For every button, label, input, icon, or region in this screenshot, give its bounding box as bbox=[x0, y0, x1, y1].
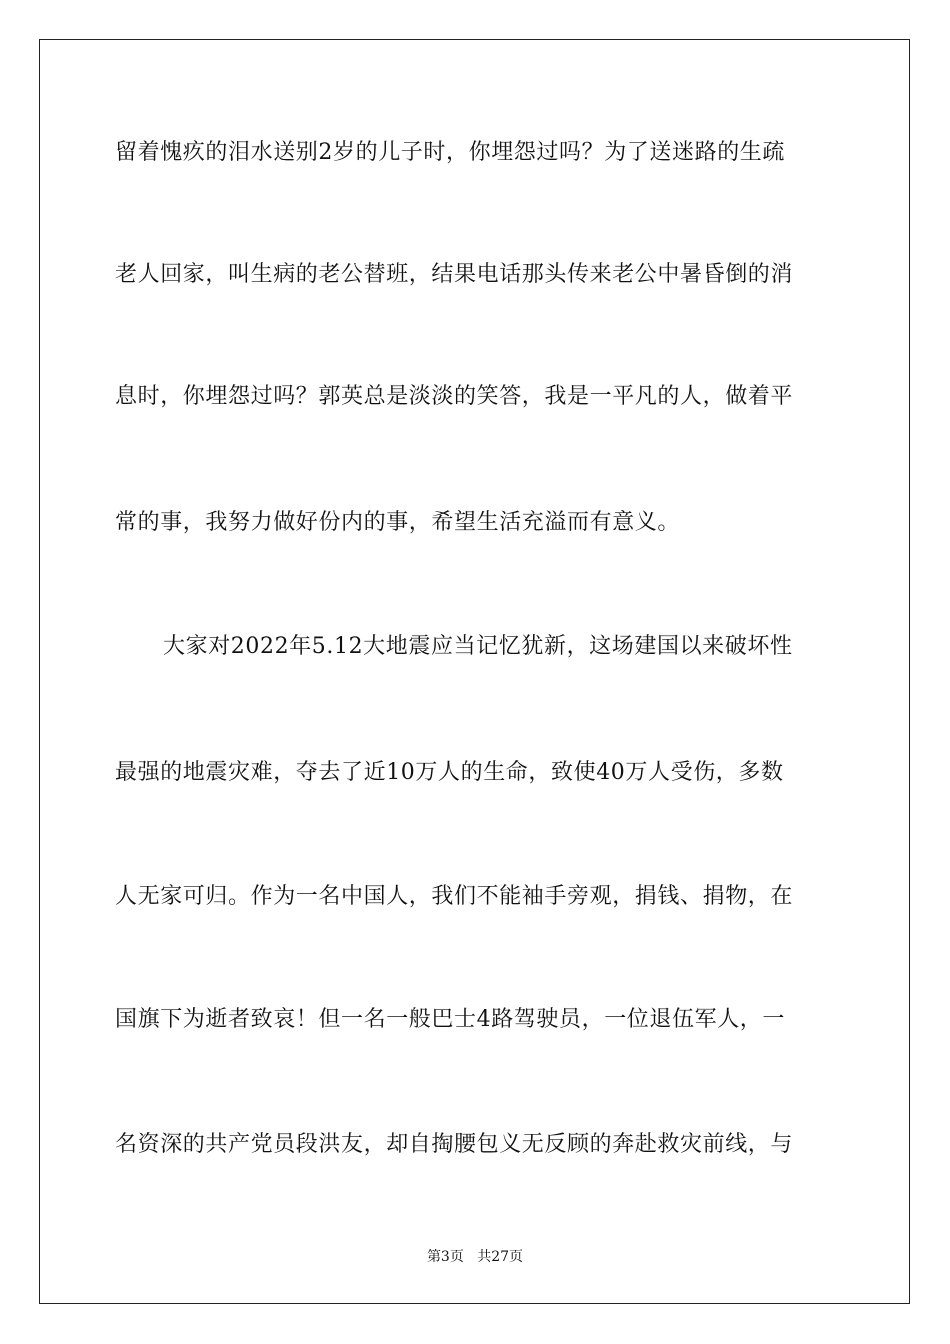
page-total: 共27页 bbox=[477, 1249, 524, 1265]
page-frame bbox=[39, 39, 910, 1304]
text-line: 国旗下为逝者致哀！但一名一般巴士4路驾驶员，一位退伍军人，一 bbox=[115, 1007, 785, 1032]
text-line: 大家对2022年5.12大地震应当记忆犹新，这场建国以来破坏性 bbox=[163, 634, 793, 659]
text-line: 老人回家，叫生病的老公替班，结果电话那头传来老公中暑昏倒的消 bbox=[115, 262, 794, 287]
text-line: 名资深的共产党员段洪友，却自掏腰包义无反顾的奔赴救灾前线，与 bbox=[115, 1132, 794, 1157]
page-number: 第3页 bbox=[426, 1249, 464, 1265]
text-line: 常的事，我努力做好份内的事，希望生活充溢而有意义。 bbox=[115, 510, 681, 535]
text-line: 最强的地震灾难，夺去了近10万人的生命，致使40万人受伤，多数 bbox=[115, 760, 784, 785]
text-line: 人无家可归。作为一名中国人，我们不能袖手旁观，捐钱、捐物，在 bbox=[115, 884, 794, 909]
text-line: 息时，你埋怨过吗？郭英总是淡淡的笑答，我是一平凡的人，做着平 bbox=[115, 384, 794, 409]
text-line: 留着愧疚的泪水送别2岁的儿子时，你埋怨过吗？为了送迷路的生疏 bbox=[115, 140, 785, 165]
page-footer bbox=[0, 1248, 950, 1266]
